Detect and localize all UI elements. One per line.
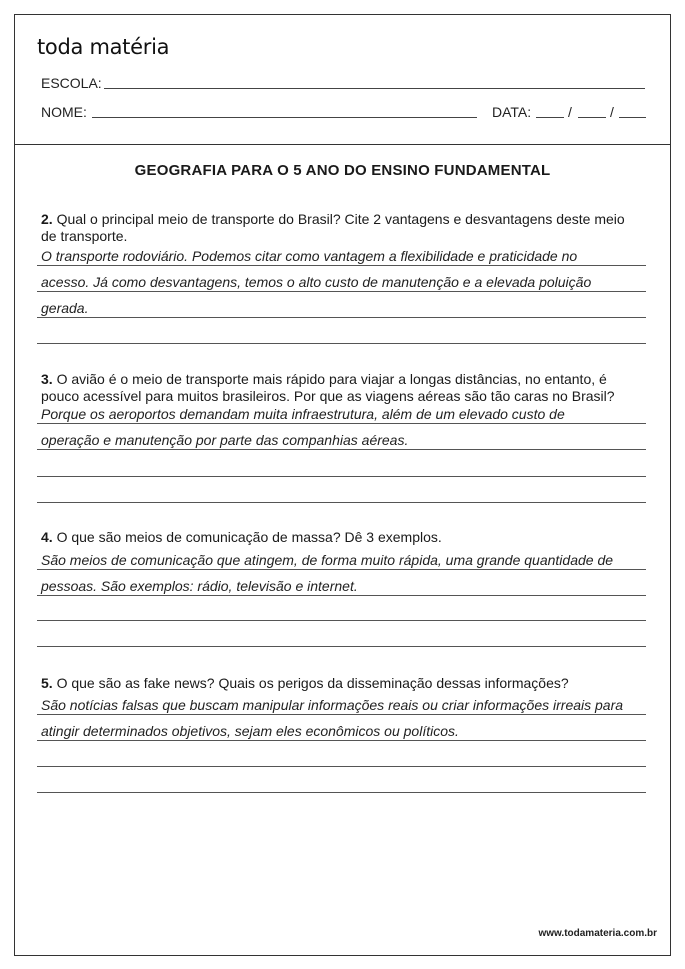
question-3 [41, 371, 639, 405]
answer-rule[interactable] [37, 792, 646, 793]
answer-rule[interactable] [37, 740, 646, 741]
date-separator: / [610, 104, 614, 120]
date-year-field[interactable] [619, 117, 646, 118]
name-field[interactable] [92, 117, 477, 118]
answer-line: gerada. [41, 300, 89, 316]
answer-line: atingir determinados objetivos, sejam eles econômicos ou políticos. [41, 723, 459, 739]
date-separator: / [568, 104, 572, 120]
worksheet-page [14, 14, 671, 956]
answer-line: São notícias falsas que buscam manipular informações reais ou criar informações irreais para [41, 697, 624, 713]
logo: toda matéria [37, 35, 170, 59]
worksheet-title: GEOGRAFIA PARA O 5 ANO DO ENSINO FUNDAMENTAL [134, 162, 551, 179]
question-number: 3. [41, 371, 53, 387]
answer-rule[interactable] [37, 476, 646, 477]
date-day-field[interactable] [536, 117, 564, 118]
question-text: O que são meios de comunicação de massa? Dê 3 exemplos. [56, 529, 442, 545]
question-number: 4. [41, 529, 53, 545]
school-label: ESCOLA: [41, 75, 102, 91]
answer-rule[interactable] [37, 569, 646, 570]
question-4 [41, 529, 639, 546]
question-number: 2. [41, 211, 53, 227]
question-2 [41, 211, 639, 245]
question-text: O avião é o meio de transporte mais rápido para viajar a longas distâncias, no entanto, é pouco acessível para muitos brasileiros. Por que as viagens aéreas são tão caras no Brasil? [41, 371, 615, 404]
answer-rule[interactable] [37, 291, 646, 292]
answer-rule[interactable] [37, 502, 646, 503]
answer-line: acesso. Já como desvantagens, temos o alto custo de manutenção e a elevada poluição [41, 274, 592, 290]
name-label: NOME: [41, 104, 87, 120]
answer-rule[interactable] [37, 343, 646, 344]
answer-rule[interactable] [37, 317, 646, 318]
footer-url: www.todamateria.com.br [538, 928, 657, 939]
answer-line: operação e manutenção por parte das companhias aéreas. [41, 432, 409, 448]
answer-rule[interactable] [37, 423, 646, 424]
question-text: O que são as fake news? Quais os perigos da disseminação dessas informações? [56, 675, 569, 691]
answer-line: O transporte rodoviário. Podemos citar como vantagem a flexibilidade e praticidade no [41, 248, 578, 264]
header-divider [15, 144, 670, 145]
answer-rule[interactable] [37, 714, 646, 715]
answer-rule[interactable] [37, 646, 646, 647]
answer-line: pessoas. São exemplos: rádio, televisão e internet. [41, 578, 358, 594]
date-label: DATA: [492, 104, 532, 120]
school-field[interactable] [104, 88, 645, 89]
answer-rule[interactable] [37, 766, 646, 767]
date-month-field[interactable] [578, 117, 606, 118]
answer-rule[interactable] [37, 265, 646, 266]
question-5 [41, 675, 639, 692]
question-text: Qual o principal meio de transporte do Brasil? Cite 2 vantagens e desvantagens deste meio de transporte. [41, 211, 625, 244]
answer-line: São meios de comunicação que atingem, de forma muito rápida, uma grande quantidade de [41, 552, 614, 568]
answer-rule[interactable] [37, 620, 646, 621]
answer-line: Porque os aeroportos demandam muita infraestrutura, além de um elevado custo de [41, 406, 565, 422]
answer-rule[interactable] [37, 595, 646, 596]
question-number: 5. [41, 675, 53, 691]
answer-rule[interactable] [37, 449, 646, 450]
